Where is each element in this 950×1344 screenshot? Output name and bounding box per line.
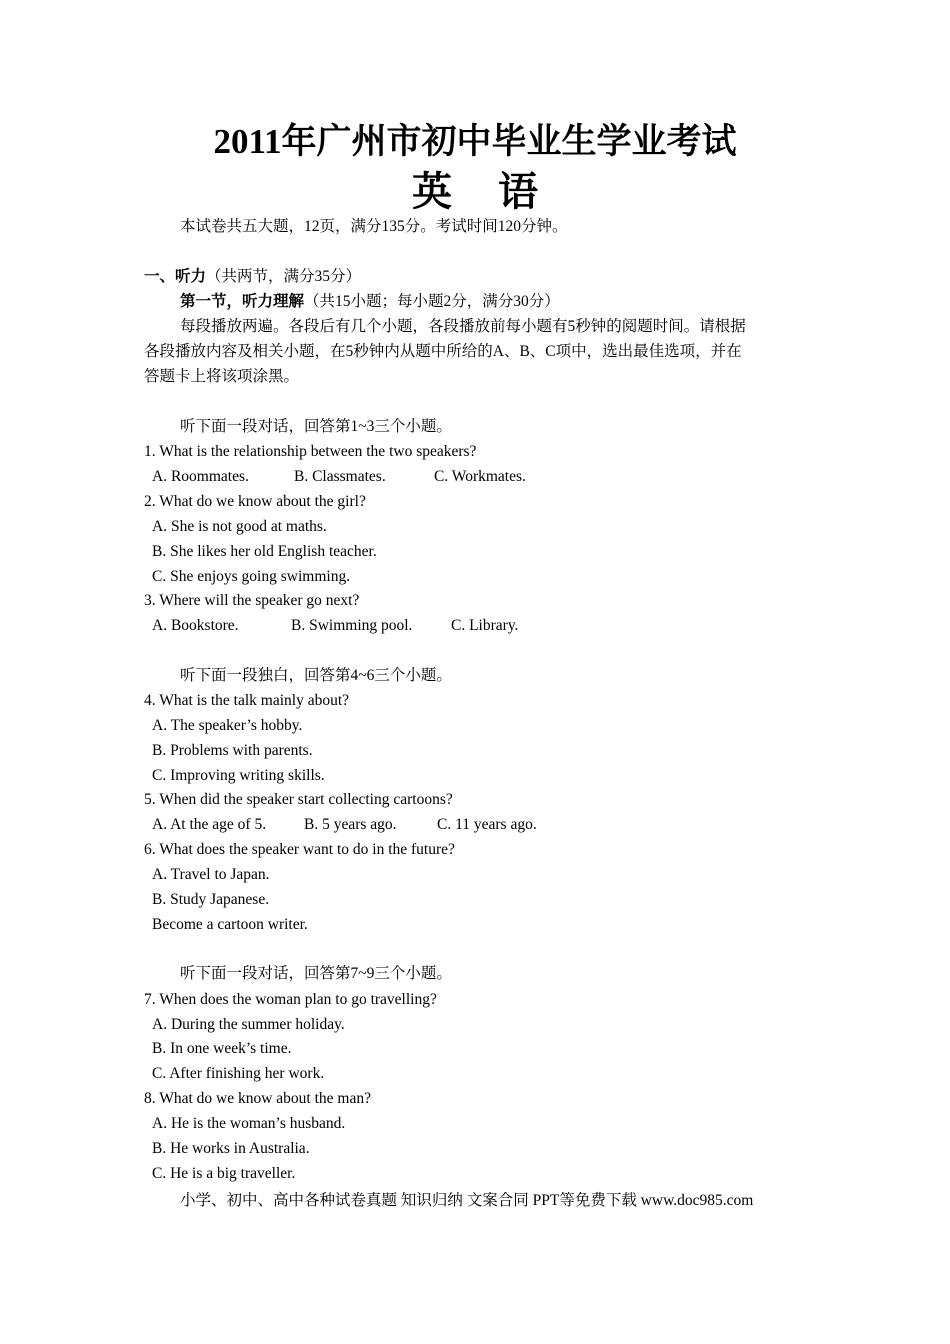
option-c: C. After finishing her work. — [152, 1065, 325, 1082]
option-a: A. He is the woman’s husband. — [152, 1115, 346, 1132]
part-heading — [180, 291, 560, 313]
question-text: 8. What do we know about the man? — [144, 1090, 371, 1107]
option-a: A. Travel to Japan. — [152, 866, 270, 883]
option-c: C. 11 years ago. — [437, 816, 537, 833]
option-b: B. Problems with parents. — [152, 742, 313, 759]
options-row — [152, 814, 537, 836]
option-a: A. At the age of 5. — [152, 816, 267, 833]
instructions-line: 每段播放两遍。各段后有几个小题，各段播放前每小题有5秒钟的阅题时间。请根据 — [180, 318, 746, 335]
option-b: B. Swimming pool. — [291, 617, 413, 634]
option-b: B. She likes her old English teacher. — [152, 543, 377, 560]
section-heading-detail: （共两节，满分35分） — [206, 268, 362, 285]
question-text: 4. What is the talk mainly about? — [144, 692, 350, 709]
part-heading-detail: （共15小题；每小题2分，满分30分） — [304, 293, 560, 310]
option-c: C. Workmates. — [434, 468, 526, 485]
option-c: C. He is a big traveller. — [152, 1165, 296, 1182]
question-text: 6. What does the speaker want to do in the future? — [144, 841, 455, 858]
question-text: 1. What is the relationship between the two speakers? — [144, 443, 477, 460]
option-c: C. Improving writing skills. — [152, 767, 325, 784]
option-b: B. Study Japanese. — [152, 891, 270, 908]
question-text: 3. Where will the speaker go next? — [144, 592, 360, 609]
option-a: A. Roommates. — [152, 468, 249, 485]
page-footer: 小学、初中、高中各种试卷真题 知识归纳 文案合同 PPT等免费下载 www.doc985.com — [180, 1192, 754, 1209]
option-b: B. He works in Australia. — [152, 1140, 310, 1157]
question-text: 5. When did the speaker start collecting cartoons? — [144, 791, 453, 808]
question-text: 7. When does the woman plan to go travelling? — [144, 991, 437, 1008]
options-row — [152, 466, 526, 488]
section-heading — [144, 266, 361, 288]
group-heading: 听下面一段独白，回答第4~6三个小题。 — [180, 667, 452, 684]
option-a: A. The speaker’s hobby. — [152, 717, 303, 734]
option-b: B. 5 years ago. — [304, 816, 397, 833]
section-heading-label: 一、听力 — [144, 268, 207, 285]
question-text: 2. What do we know about the girl? — [144, 493, 366, 510]
option-c: Become a cartoon writer. — [152, 916, 308, 933]
options-row — [152, 615, 518, 637]
option-a: A. During the summer holiday. — [152, 1016, 345, 1033]
option-a: A. Bookstore. — [152, 617, 239, 634]
instructions-line: 各段播放内容及相关小题，在5秒钟内从题中所给的A、B、C项中，选出最佳选项，并在 — [144, 343, 742, 360]
instructions-line: 答题卡上将该项涂黑。 — [144, 368, 300, 385]
group-heading: 听下面一段对话，回答第1~3三个小题。 — [180, 418, 452, 435]
exam-title: 2011年广州市初中毕业生学业考试 — [213, 122, 737, 161]
option-b: B. In one week’s time. — [152, 1040, 292, 1057]
option-b: B. Classmates. — [294, 468, 386, 485]
option-c: C. She enjoys going swimming. — [152, 568, 351, 585]
option-c: C. Library. — [451, 617, 519, 634]
part-heading-label: 第一节，听力理解 — [180, 293, 305, 310]
group-heading: 听下面一段对话，回答第7~9三个小题。 — [180, 965, 452, 982]
subject-title: 英 语 — [412, 169, 556, 214]
exam-intro: 本试卷共五大题，12页，满分135分。考试时间120分钟。 — [180, 218, 568, 235]
option-a: A. She is not good at maths. — [152, 518, 327, 535]
